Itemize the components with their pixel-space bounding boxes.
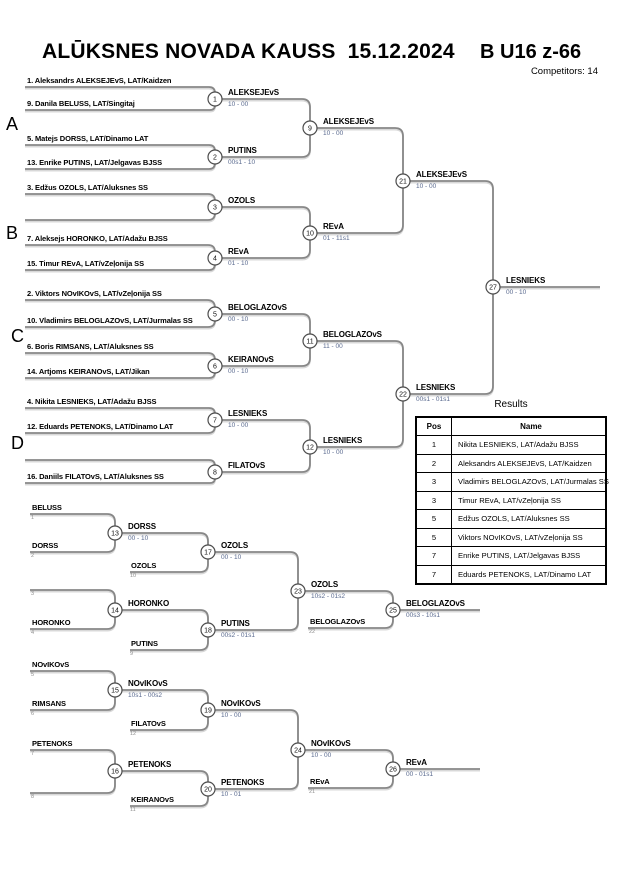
entry-label: 1. Aleksandrs ALEKSEJEvS, LAT/Kaidzen xyxy=(27,76,172,85)
group-letter-d: D xyxy=(11,433,24,453)
score-label: 01 - 11s1 xyxy=(323,235,350,242)
winner-label: REvA xyxy=(323,222,344,231)
score-label: 00 - 01s1 xyxy=(406,771,434,778)
source-match-number: 10 xyxy=(130,573,137,579)
entry-label: PUTINS xyxy=(131,639,158,648)
match-number: 25 xyxy=(389,607,397,615)
position-cell: 5 xyxy=(416,528,452,547)
winner-label: HORONKO xyxy=(128,599,170,608)
match-number: 22 xyxy=(399,391,407,399)
score-label: 00s1 - 01s1 xyxy=(416,396,450,403)
score-label: 00s3 - 10s1 xyxy=(406,612,440,619)
winner-label: NOvIKOvS xyxy=(311,739,351,748)
score-label: 10 - 00 xyxy=(311,752,332,759)
winner-label: NOvIKOvS xyxy=(221,699,261,708)
position-cell: 1 xyxy=(416,436,452,455)
name-cell: Vladimirs BELOGLAZOvS, LAT/Jurmalas SS xyxy=(452,473,607,492)
match-number: 3 xyxy=(213,204,217,212)
score-label: 00 - 10 xyxy=(228,368,249,375)
position-cell: 5 xyxy=(416,510,452,529)
winner-label: FILATOvS xyxy=(228,461,266,470)
position-cell: 3 xyxy=(416,473,452,492)
match-number: 11 xyxy=(306,338,314,346)
source-match-number: 9 xyxy=(130,651,134,657)
results-row xyxy=(416,436,606,455)
winner-label: BELOGLAZOvS xyxy=(323,330,382,339)
score-label: 10 - 00 xyxy=(221,712,242,719)
match-number: 7 xyxy=(213,417,217,425)
results-row xyxy=(416,510,606,529)
match-number: 16 xyxy=(111,768,119,776)
tournament-title: ALŪKSNES NOVADA KAUSS 15.12.2024 xyxy=(42,40,455,63)
results-table xyxy=(415,416,607,585)
winner-label: OZOLS xyxy=(228,196,256,205)
entry-label: 5. Matejs DORSS, LAT/Dinamo LAT xyxy=(27,134,149,143)
winner-label: REvA xyxy=(406,758,427,767)
entry-label: OZOLS xyxy=(131,561,157,570)
score-label: 10 - 00 xyxy=(416,183,437,190)
score-label: 10s1 - 00s2 xyxy=(128,692,162,699)
position-cell: 7 xyxy=(416,565,452,584)
score-label: 10 - 00 xyxy=(323,449,344,456)
category-label: B U16 z-66 xyxy=(480,41,582,63)
winner-label: BELOGLAZOvS xyxy=(406,599,465,608)
winner-label: LESNIEKS xyxy=(323,436,363,445)
score-label: 00s2 - 01s1 xyxy=(221,632,255,639)
winner-label: ALEKSEJEvS xyxy=(323,117,375,126)
winner-label: OZOLS xyxy=(221,541,249,550)
match-number: 2 xyxy=(213,154,217,162)
winner-label: LESNIEKS xyxy=(228,409,268,418)
match-number: 18 xyxy=(204,627,212,635)
match-number: 19 xyxy=(204,707,212,715)
match-number: 27 xyxy=(489,284,497,292)
winner-label: BELOGLAZOvS xyxy=(228,303,287,312)
entry-label: 14. Artjoms KEIRANOvS, LAT/Jikan xyxy=(27,367,150,376)
score-label: 10 - 00 xyxy=(228,422,249,429)
competitors-count: Competitors: 14 xyxy=(530,66,598,77)
match-number: 10 xyxy=(306,230,314,238)
score-label: 01 - 10 xyxy=(228,260,249,267)
winner-label: LESNIEKS xyxy=(506,276,546,285)
match-number: 17 xyxy=(204,549,212,557)
match-number: 8 xyxy=(213,469,217,477)
match-number: 5 xyxy=(213,311,217,319)
winner-label: PETENOKS xyxy=(221,778,265,787)
name-cell: Viktors NOvIKOvS, LAT/vZeļonija SS xyxy=(452,528,607,547)
source-match-number: 3 xyxy=(31,591,35,597)
match-number: 20 xyxy=(204,786,212,794)
entry-label: 16. Daniils FILATOvS, LAT/Aluksnes SS xyxy=(27,472,164,481)
score-label: 00 - 10 xyxy=(221,554,242,561)
entry-label: FILATOvS xyxy=(131,719,166,728)
entry-label: BELUSS xyxy=(32,503,62,512)
position-cell: 7 xyxy=(416,547,452,566)
match-number: 6 xyxy=(213,363,217,371)
winner-label: NOvIKOvS xyxy=(128,679,168,688)
name-cell: Nikita LESNIEKS, LAT/Adažu BJSS xyxy=(452,436,607,455)
entry-label: 12. Eduards PETENOKS, LAT/Dinamo LAT xyxy=(27,422,174,431)
entry-label: 4. Nikita LESNIEKS, LAT/Adažu BJSS xyxy=(27,397,157,406)
source-match-number: 22 xyxy=(309,629,316,635)
winner-label: ALEKSEJEvS xyxy=(416,170,468,179)
match-number: 1 xyxy=(213,96,217,104)
winner-label: LESNIEKS xyxy=(416,383,456,392)
entry-label: 13. Enrike PUTINS, LAT/Jelgavas BJSS xyxy=(27,158,163,167)
entry-label: KEIRANOvS xyxy=(131,795,174,804)
entry-label: BELOGLAZOvS xyxy=(310,617,366,626)
entry-label: REvA xyxy=(310,777,330,786)
position-cell: 2 xyxy=(416,454,452,473)
score-label: 00s1 - 10 xyxy=(228,159,256,166)
group-letter-a: A xyxy=(6,114,19,134)
winner-label: REvA xyxy=(228,247,249,256)
name-cell: Timur REvA, LAT/vZeļonija SS xyxy=(452,491,607,510)
entry-label: RIMSANS xyxy=(32,699,66,708)
entry-label: 7. Aleksejs HORONKO, LAT/Adažu BJSS xyxy=(27,234,168,243)
match-number: 12 xyxy=(306,444,314,452)
results-row xyxy=(416,528,606,547)
winner-label: DORSS xyxy=(128,522,156,531)
source-match-number: 4 xyxy=(31,630,35,636)
results-row xyxy=(416,454,606,473)
entry-label: DORSS xyxy=(32,541,59,550)
group-letter-b: B xyxy=(6,223,19,243)
score-label: 00 - 10 xyxy=(228,316,249,323)
entry-label: 15. Timur REvA, LAT/vZeļonija SS xyxy=(27,259,144,268)
match-number: 24 xyxy=(294,747,302,755)
entry-label: NOvIKOvS xyxy=(32,660,70,669)
source-match-number: 1 xyxy=(31,515,35,521)
results-row xyxy=(416,547,606,566)
match-number: 15 xyxy=(111,687,119,695)
entry-label: 10. Vladimirs BELOGLAZOvS, LAT/Jurmalas SS xyxy=(27,316,193,325)
entry-label: HORONKO xyxy=(32,618,71,627)
entry-label: 9. Danila BELUSS, LAT/Singitaj xyxy=(27,99,135,108)
source-match-number: 11 xyxy=(130,807,136,813)
results-header-row xyxy=(416,417,606,436)
source-match-number: 8 xyxy=(31,794,35,800)
winner-label: OZOLS xyxy=(311,580,339,589)
score-label: 00 - 10 xyxy=(506,289,527,296)
score-label: 00 - 10 xyxy=(128,535,149,542)
score-label: 10s2 - 01s2 xyxy=(311,593,345,600)
entry-label: 3. Edžus OZOLS, LAT/Aluksnes SS xyxy=(27,183,148,192)
winner-label: PUTINS xyxy=(221,619,250,628)
results-row xyxy=(416,491,606,510)
match-number: 21 xyxy=(399,178,407,186)
results-row xyxy=(416,473,606,492)
winner-label: ALEKSEJEvS xyxy=(228,88,280,97)
source-match-number: 12 xyxy=(130,731,137,737)
score-label: 11 - 00 xyxy=(323,343,343,350)
source-match-number: 7 xyxy=(31,751,35,757)
source-match-number: 2 xyxy=(31,553,35,559)
name-cell: Enrike PUTINS, LAT/Jelgavas BJSS xyxy=(452,547,607,566)
name-cell: Aleksandrs ALEKSEJEvS, LAT/Kaidzen xyxy=(452,454,607,473)
winner-label: PUTINS xyxy=(228,146,257,155)
group-letter-c: C xyxy=(11,326,24,346)
match-number: 9 xyxy=(308,125,312,133)
source-match-number: 6 xyxy=(31,711,35,717)
score-label: 10 - 01 xyxy=(221,791,242,798)
winner-label: KEIRANOvS xyxy=(228,355,274,364)
score-label: 10 - 00 xyxy=(228,101,249,108)
entry-label: 2. Viktors NOvIKOvS, LAT/vZeļonija SS xyxy=(27,289,162,298)
results-header-pos: Pos xyxy=(416,417,452,436)
score-label: 10 - 00 xyxy=(323,130,344,137)
match-number: 14 xyxy=(111,607,119,615)
results-header-name: Name xyxy=(452,417,607,436)
match-number: 4 xyxy=(213,255,217,263)
match-number: 26 xyxy=(389,766,397,774)
results-row xyxy=(416,565,606,584)
entry-label: PETENOKS xyxy=(32,739,73,748)
position-cell: 3 xyxy=(416,491,452,510)
name-cell: Edžus OZOLS, LAT/Aluksnes SS xyxy=(452,510,607,529)
winner-label: PETENOKS xyxy=(128,760,172,769)
match-number: 23 xyxy=(294,588,302,596)
name-cell: Eduards PETENOKS, LAT/Dinamo LAT xyxy=(452,565,607,584)
results-title: Results xyxy=(494,399,528,410)
source-match-number: 21 xyxy=(309,789,316,795)
match-number: 13 xyxy=(111,530,119,538)
source-match-number: 5 xyxy=(31,672,35,678)
entry-label: 6. Boris RIMSANS, LAT/Aluksnes SS xyxy=(27,342,154,351)
